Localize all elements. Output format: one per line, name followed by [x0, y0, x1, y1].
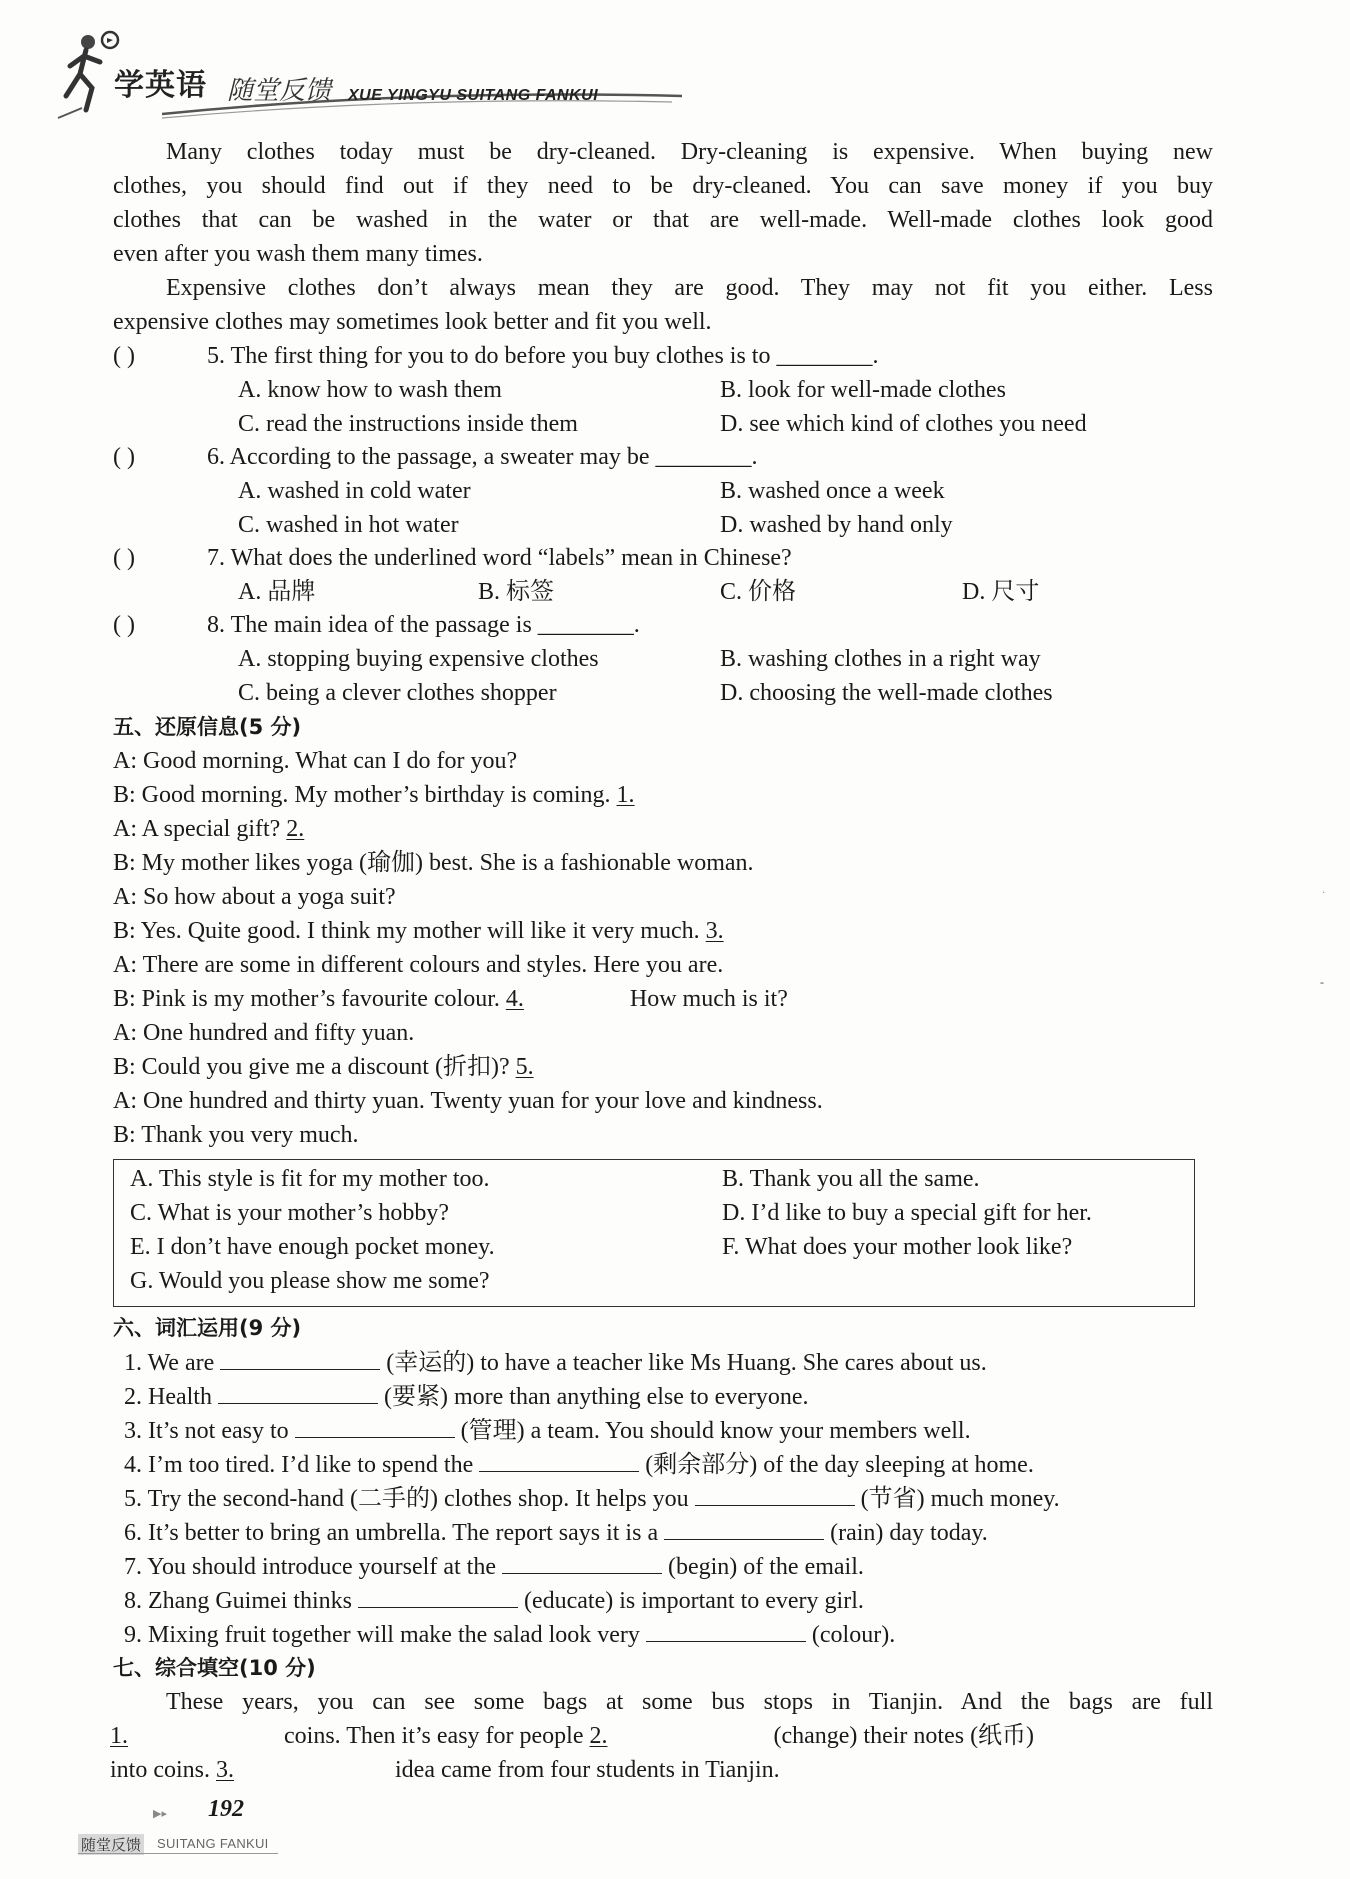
passage-line: expensive clothes may sometimes look better and fit you well. [113, 309, 712, 335]
option-d[interactable]: D. washed by hand only [720, 512, 953, 538]
cloze-blank-2[interactable]: 2. [589, 1723, 608, 1749]
cloze-line: into coins. 3. idea came from four students in Tianjin. [110, 1757, 780, 1783]
question-stem: 5. The first thing for you to do before you buy clothes is to ________. [207, 343, 879, 369]
vocab-blank[interactable] [502, 1551, 662, 1574]
dialogue-line: B: Pink is my mother’s favourite colour. 4. How much is it? [113, 986, 788, 1012]
question-stem: 7. What does the underlined word “labels” mean in Chinese? [207, 545, 792, 571]
vocab-blank[interactable] [358, 1585, 518, 1608]
header-title-script: 随堂反馈 [227, 76, 332, 106]
option-a[interactable]: A. stopping buying expensive clothes [238, 646, 599, 672]
vocab-blank[interactable] [646, 1619, 806, 1642]
header-title-cn: 学英语 [114, 68, 207, 103]
vocab-item: 2. Health (要紧) more than anything else to everyone. [124, 1381, 809, 1412]
vocab-item: 6. It’s better to bring an umbrella. The report says it is a (rain) day today. [124, 1517, 988, 1548]
answer-paren[interactable]: ( ) [113, 545, 135, 571]
option-c[interactable]: C. washed in hot water [238, 512, 459, 538]
option-c[interactable]: C. 价格 [720, 579, 797, 605]
option-d[interactable]: D. see which kind of clothes you need [720, 411, 1087, 437]
section-heading: 七、综合填空(10 分) [113, 1656, 316, 1680]
dialogue-line: A: One hundred and fifty yuan. [113, 1020, 415, 1046]
cloze-blank-1[interactable]: 1. [110, 1723, 128, 1749]
dialogue-line: B: Could you give me a discount (折扣)? 5. [113, 1052, 634, 1082]
vocab-item: 4. I’m too tired. I’d like to spend the (剩余部分) of the day sleeping at home. [124, 1449, 1034, 1480]
answer-paren[interactable]: ( ) [113, 343, 135, 369]
header-title-en: XUE YINGYU SUITANG FANKUI [348, 87, 599, 104]
vocab-item: 5. Try the second-hand (二手的) clothes shop. It helps you (节省) much money. [124, 1483, 1060, 1514]
option-b[interactable]: B. look for well-made clothes [720, 377, 1006, 403]
passage-line: even after you wash them many times. [113, 241, 483, 267]
dialogue-line: A: So how about a yoga suit? [113, 884, 396, 910]
footer-label-en: SUITANG FANKUI [157, 1836, 269, 1851]
section-heading: 五、还原信息(5 分) [113, 715, 302, 739]
blank-4[interactable]: 4. [505, 986, 524, 1012]
blank-5[interactable]: 5. [515, 1054, 534, 1080]
option-d[interactable]: D. 尺寸 [962, 579, 1040, 605]
blank-1[interactable]: 1. [616, 782, 635, 808]
vocab-blank[interactable] [695, 1483, 855, 1506]
footer-label-cn: 随堂反馈 [78, 1834, 144, 1855]
dialogue-line: B: Thank you very much. [113, 1122, 359, 1148]
passage-line: Expensive clothes don’t always mean they are good. They may not fit you either. Less [166, 275, 1213, 301]
option-c[interactable]: C. being a clever clothes shopper [238, 680, 557, 706]
passage-line: clothes that can be washed in the water or that are well-made. Well-made clothes look good [113, 207, 1213, 233]
vocab-item: 7. You should introduce yourself at the (begin) of the email. [124, 1551, 864, 1582]
answer-paren[interactable]: ( ) [113, 612, 135, 638]
box-option-a: A. This style is fit for my mother too. [130, 1166, 490, 1192]
option-b[interactable]: B. washed once a week [720, 478, 945, 504]
box-option-b: B. Thank you all the same. [722, 1166, 980, 1192]
dialogue-line: A: There are some in different colours and styles. Here you are. [113, 952, 724, 978]
vocab-item: 8. Zhang Guimei thinks (educate) is important to every girl. [124, 1585, 864, 1616]
box-option-f: F. What does your mother look like? [722, 1234, 1073, 1260]
option-d[interactable]: D. choosing the well-made clothes [720, 680, 1053, 706]
cloze-blank-3[interactable]: 3. [216, 1757, 234, 1783]
cloze-line: 1. coins. Then it’s easy for people 2. (change) their notes (纸币) [110, 1723, 1035, 1749]
option-c[interactable]: C. read the instructions inside them [238, 411, 578, 437]
footer-divider [78, 1853, 278, 1854]
option-b[interactable]: B. washing clothes in a right way [720, 646, 1041, 672]
margin-mark: · [1322, 888, 1326, 899]
box-option-g: G. Would you please show me some? [130, 1268, 490, 1294]
question-stem: 6. According to the passage, a sweater may be ________. [207, 444, 758, 470]
option-a[interactable]: A. washed in cold water [238, 478, 471, 504]
vocab-item: 3. It’s not easy to (管理) a team. You should know your members well. [124, 1415, 971, 1446]
vocab-blank[interactable] [295, 1415, 455, 1438]
box-option-d: D. I’d like to buy a special gift for her. [722, 1200, 1092, 1226]
dialogue-line: A: Good morning. What can I do for you? [113, 748, 518, 774]
dialogue-line: A: One hundred and thirty yuan. Twenty yuan for your love and kindness. [113, 1088, 823, 1114]
dialogue-line: B: My mother likes yoga (瑜伽) best. She is a fashionable woman. [113, 850, 754, 876]
option-a[interactable]: A. know how to wash them [238, 377, 502, 403]
dialogue-line: A: A special gift? 2. [113, 814, 404, 844]
vocab-blank[interactable] [218, 1381, 378, 1404]
section-heading: 六、词汇运用(9 分) [113, 1316, 302, 1340]
blank-2[interactable]: 2. [286, 816, 305, 842]
dialogue-line: B: Yes. Quite good. I think my mother will like it very much. 3. [113, 916, 824, 946]
box-option-c: C. What is your mother’s hobby? [130, 1200, 450, 1226]
answer-paren[interactable]: ( ) [113, 444, 135, 470]
vocab-blank[interactable] [220, 1347, 380, 1370]
cloze-line: These years, you can see some bags at some bus stops in Tianjin. And the bags are full [166, 1689, 1213, 1715]
box-option-e: E. I don’t have enough pocket money. [130, 1234, 495, 1260]
blank-3[interactable]: 3. [705, 918, 724, 944]
vocab-item: 9. Mixing fruit together will make the salad look very (colour). [124, 1619, 895, 1650]
option-b[interactable]: B. 标签 [478, 579, 555, 605]
vocab-blank[interactable] [479, 1449, 639, 1472]
page-arrow-icon: ▶▸ [153, 1808, 167, 1820]
passage-line: Many clothes today must be dry-cleaned. Dry-cleaning is expensive. When buying new [166, 139, 1213, 165]
page-header [52, 26, 692, 126]
vocab-blank[interactable] [664, 1517, 824, 1540]
dialogue-line: B: Good morning. My mother’s birthday is coming. 1. [113, 780, 745, 810]
passage-line: clothes, you should find out if they need to be dry-cleaned. You can save money if you buy [113, 173, 1213, 199]
page-number: 192 [208, 1796, 244, 1822]
vocab-item: 1. We are (幸运的) to have a teacher like Ms Huang. She cares about us. [124, 1347, 987, 1378]
question-stem: 8. The main idea of the passage is ________. [207, 612, 640, 638]
option-a[interactable]: A. 品牌 [238, 579, 316, 605]
margin-mark: - [1320, 975, 1324, 989]
